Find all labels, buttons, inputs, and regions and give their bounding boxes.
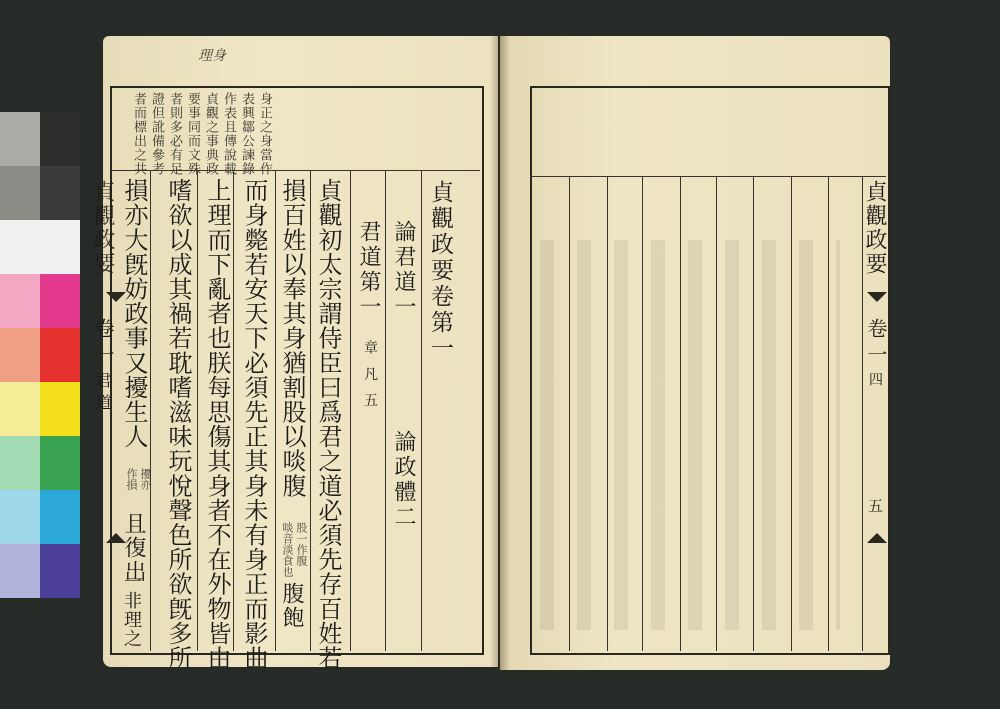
color-patch — [40, 490, 80, 544]
note-column: 貞觀之事典政 — [203, 92, 218, 176]
text-column: 上理而下亂者也朕每思傷其身者不在外物皆由 — [203, 178, 231, 670]
color-patch — [0, 490, 40, 544]
marginal-handwritten-note: 理身 — [198, 48, 226, 64]
text-column: 嗜欲以成其禍若耽嗜滋味玩悅聲色所欲旣多所 — [164, 178, 192, 670]
color-target — [0, 112, 80, 600]
color-patch — [0, 544, 40, 598]
color-patch — [40, 328, 80, 382]
note-column: 要事同而文殊 — [185, 92, 200, 176]
spine-title: 貞觀政要 — [862, 180, 887, 276]
color-patch — [0, 328, 40, 382]
spine-title: 貞觀政要 — [90, 180, 115, 276]
chapter-title: 君道第一 — [356, 220, 381, 320]
book-title: 貞觀政要卷第一 — [427, 180, 453, 362]
note-column: 者則多必有足 — [167, 92, 182, 176]
spine-section: 四 — [867, 372, 883, 392]
fish-tail-mark — [867, 292, 887, 302]
column-rule — [350, 170, 351, 651]
note-column: 表興鄒公諫錄 — [239, 92, 254, 176]
fish-tail-mark — [106, 533, 126, 543]
color-patch — [40, 436, 80, 490]
color-patch — [40, 112, 80, 166]
gloss-note: 作損 — [125, 468, 138, 490]
color-patch — [40, 274, 80, 328]
book-gutter — [490, 36, 510, 670]
color-patch — [0, 436, 40, 490]
column-rule — [197, 170, 198, 651]
text-column: 貞觀初太宗謂侍臣曰爲君之道必須先存百姓若 — [314, 178, 342, 670]
color-patch — [0, 166, 40, 220]
text-column: 一非理之 — [121, 572, 142, 648]
color-patch — [0, 220, 40, 274]
text-column: 損百姓以奉其身猶割股以啖腹 — [278, 178, 306, 498]
text-column: 而身斃若安天下必須先正其身未有身正而影曲 — [240, 178, 268, 670]
header-rule — [530, 176, 886, 177]
text-column: 損亦大旣妨政事又擾生人 — [120, 178, 148, 449]
note-column: 身正之身當作 — [257, 92, 272, 176]
spine-section: 君道 — [93, 372, 112, 416]
column-rule — [275, 170, 276, 651]
gloss-note: 啖音淡食也 — [281, 522, 294, 577]
color-patch — [40, 544, 80, 598]
spine-volume: 卷一 — [91, 318, 115, 370]
next-section-title: 論政體二 — [391, 430, 416, 530]
note-column: 證但訛備參考 — [149, 92, 164, 176]
gloss-note: 擾亦 — [139, 468, 152, 490]
color-patch — [0, 274, 40, 328]
note-column: 者而標出之共 — [131, 92, 146, 176]
column-rule — [421, 170, 422, 651]
column-rule — [233, 170, 234, 651]
text-column: 且復出 — [121, 512, 146, 584]
note-column: 作表且傳說載 — [221, 92, 236, 176]
color-patch — [40, 166, 80, 220]
column-rule — [150, 170, 151, 651]
fish-tail-mark — [106, 292, 126, 302]
color-patch — [40, 220, 80, 274]
section-title: 論君道一 — [391, 220, 416, 320]
gloss-note: 股一作腹 — [295, 522, 308, 566]
column-rule — [310, 170, 311, 651]
color-patch — [40, 382, 80, 436]
gloss-word: 腹飽 — [279, 582, 304, 630]
fish-tail-mark — [867, 533, 887, 543]
bleed-through-text — [540, 240, 840, 630]
folio-number: 五 — [866, 498, 884, 517]
spine-volume: 卷一 — [864, 318, 888, 370]
header-rule — [110, 170, 480, 171]
color-patch — [0, 382, 40, 436]
chapter-count: 章 凡 五 — [362, 340, 378, 411]
color-patch — [0, 112, 40, 166]
column-rule — [385, 170, 386, 651]
